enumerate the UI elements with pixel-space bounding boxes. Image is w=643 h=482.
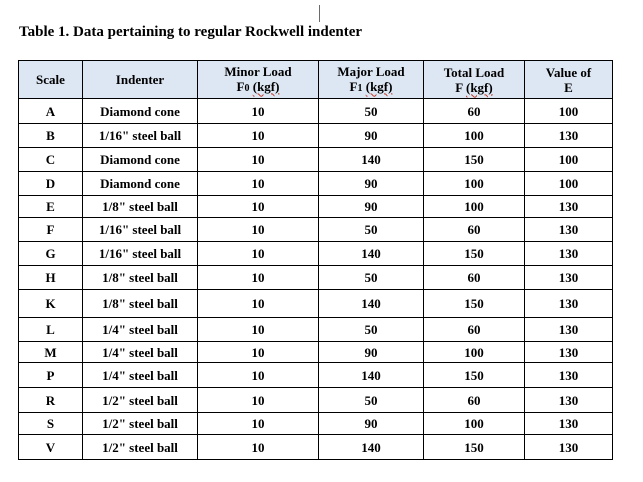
cell-scale: F [19, 218, 83, 242]
cell-minor-load: 10 [198, 242, 319, 266]
cell-minor-load: 10 [198, 290, 319, 318]
cell-total-load: 60 [424, 266, 525, 290]
cell-total-load: 150 [424, 435, 525, 460]
table-row [19, 342, 613, 363]
cell-value-e: 130 [525, 196, 613, 218]
cell-indenter: 1/8" steel ball [83, 266, 198, 290]
cell-minor-load: 10 [198, 342, 319, 363]
cell-indenter: 1/16" steel ball [83, 242, 198, 266]
cell-minor-load: 10 [198, 435, 319, 460]
cell-minor-load: 10 [198, 172, 319, 196]
header-indenter: Indenter [83, 61, 198, 99]
cell-major-load: 50 [319, 318, 424, 342]
cell-indenter: Diamond cone [83, 172, 198, 196]
cell-total-load: 60 [424, 388, 525, 413]
cell-major-load: 90 [319, 124, 424, 148]
cell-minor-load: 10 [198, 388, 319, 413]
header-value-e-symbol: E [564, 79, 573, 95]
cell-major-load: 140 [319, 363, 424, 388]
table-row [19, 242, 613, 266]
cell-minor-load: 10 [198, 266, 319, 290]
cell-value-e: 130 [525, 124, 613, 148]
cell-total-load: 150 [424, 242, 525, 266]
cell-indenter: 1/2" steel ball [83, 388, 198, 413]
cell-indenter: 1/16" steel ball [83, 218, 198, 242]
cell-total-load: 100 [424, 196, 525, 218]
cell-scale: S [19, 413, 83, 435]
cell-major-load: 140 [319, 435, 424, 460]
cell-scale: C [19, 148, 83, 172]
cell-value-e: 130 [525, 218, 613, 242]
cell-major-load: 50 [319, 218, 424, 242]
cell-major-load: 90 [319, 413, 424, 435]
cell-value-e: 130 [525, 363, 613, 388]
table-row [19, 388, 613, 413]
cell-total-load: 100 [424, 172, 525, 196]
header-major-load-symbol: F [349, 78, 358, 94]
cell-minor-load: 10 [198, 196, 319, 218]
cell-minor-load: 10 [198, 363, 319, 388]
cell-scale: R [19, 388, 83, 413]
cell-total-load: 100 [424, 124, 525, 148]
cell-indenter: 1/8" steel ball [83, 290, 198, 318]
cell-major-load: 90 [319, 196, 424, 218]
cell-indenter: Diamond cone [83, 148, 198, 172]
cell-minor-load: 10 [198, 318, 319, 342]
table-body [19, 99, 613, 460]
cell-value-e: 100 [525, 172, 613, 196]
cell-total-load: 60 [424, 218, 525, 242]
header-scale: Scale [19, 61, 83, 99]
header-total-load-symbol: F [455, 79, 463, 95]
cell-minor-load: 10 [198, 148, 319, 172]
cell-scale: D [19, 172, 83, 196]
table-caption: Table 1. Data pertaining to regular Rockwell indenter [19, 24, 363, 40]
cell-scale: L [19, 318, 83, 342]
cell-scale: G [19, 242, 83, 266]
cell-value-e: 130 [525, 266, 613, 290]
cell-major-load: 140 [319, 242, 424, 266]
cell-major-load: 50 [319, 388, 424, 413]
cell-indenter: 1/4" steel ball [83, 318, 198, 342]
table-row [19, 218, 613, 242]
header-total-load-unit: (kgf) [466, 79, 493, 95]
cell-indenter: 1/2" steel ball [83, 413, 198, 435]
table-row [19, 363, 613, 388]
header-minor-load [198, 61, 319, 99]
cell-total-load: 60 [424, 318, 525, 342]
cell-indenter: Diamond cone [83, 99, 198, 124]
cell-value-e: 130 [525, 342, 613, 363]
cell-total-load: 150 [424, 148, 525, 172]
table-row [19, 413, 613, 435]
cell-scale: K [19, 290, 83, 318]
cell-minor-load: 10 [198, 99, 319, 124]
rockwell-indenter-table [18, 60, 613, 460]
header-total-load [424, 61, 525, 99]
cell-indenter: 1/4" steel ball [83, 363, 198, 388]
table-row [19, 290, 613, 318]
cell-major-load: 50 [319, 266, 424, 290]
table-row [19, 196, 613, 218]
table-row [19, 266, 613, 290]
cell-indenter: 1/2" steel ball [83, 435, 198, 460]
header-major-load [319, 61, 424, 99]
header-minor-load-symbol: F [236, 78, 245, 94]
cell-major-load: 90 [319, 342, 424, 363]
table-row [19, 435, 613, 460]
table-row [19, 172, 613, 196]
cell-value-e: 130 [525, 242, 613, 266]
cell-minor-load: 10 [198, 413, 319, 435]
cell-value-e: 130 [525, 388, 613, 413]
header-total-load-title: Total Load [443, 64, 505, 80]
cell-scale: M [19, 342, 83, 363]
cell-value-e: 130 [525, 318, 613, 342]
cell-total-load: 150 [424, 363, 525, 388]
cell-indenter: 1/4" steel ball [83, 342, 198, 363]
header-major-load-subscript: 1 [357, 82, 363, 94]
cell-scale: H [19, 266, 83, 290]
cell-scale: B [19, 124, 83, 148]
header-value-e [525, 61, 613, 99]
cell-total-load: 60 [424, 99, 525, 124]
cell-minor-load: 10 [198, 124, 319, 148]
cell-value-e: 100 [525, 148, 613, 172]
cell-indenter: 1/16" steel ball [83, 124, 198, 148]
cell-total-load: 150 [424, 290, 525, 318]
cell-scale: P [19, 363, 83, 388]
cell-major-load: 140 [319, 290, 424, 318]
cell-total-load: 100 [424, 413, 525, 435]
cell-scale: E [19, 196, 83, 218]
table-row [19, 99, 613, 124]
cell-value-e: 100 [525, 99, 613, 124]
text-cursor [319, 5, 320, 22]
header-minor-load-unit: (kgf) [252, 78, 280, 94]
table-row [19, 124, 613, 148]
header-value-e-title: Value of [545, 64, 592, 80]
cell-major-load: 90 [319, 172, 424, 196]
cell-major-load: 140 [319, 148, 424, 172]
cell-scale: V [19, 435, 83, 460]
header-minor-load-title: Minor Load [224, 63, 292, 79]
cell-indenter: 1/8" steel ball [83, 196, 198, 218]
header-major-load-unit: (kgf) [365, 78, 393, 94]
cell-major-load: 50 [319, 99, 424, 124]
table-row [19, 318, 613, 342]
header-minor-load-subscript: 0 [244, 82, 250, 94]
cell-value-e: 130 [525, 413, 613, 435]
cell-minor-load: 10 [198, 218, 319, 242]
table-header-row [19, 61, 613, 99]
cell-value-e: 130 [525, 435, 613, 460]
cell-scale: A [19, 99, 83, 124]
cell-total-load: 100 [424, 342, 525, 363]
table-row [19, 148, 613, 172]
header-major-load-title: Major Load [337, 63, 405, 79]
cell-value-e: 130 [525, 290, 613, 318]
